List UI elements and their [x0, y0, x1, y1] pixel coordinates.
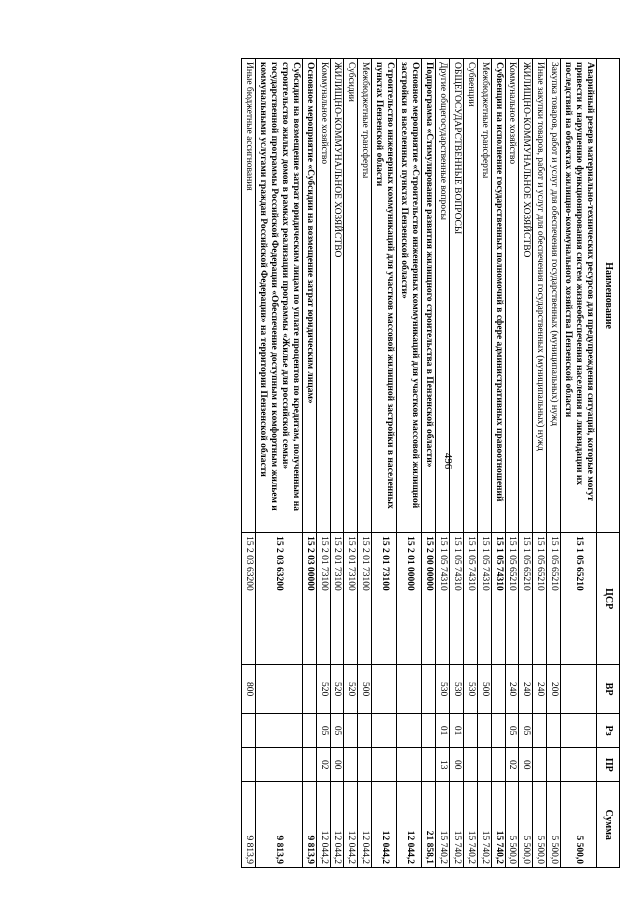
row-pr: 00 — [330, 748, 344, 782]
row-pr — [358, 748, 372, 782]
row-vr: 530 — [435, 665, 449, 714]
row-vr — [561, 665, 597, 714]
row-pr — [491, 748, 505, 782]
table-row — [435, 59, 449, 868]
row-sum: 12 044,2 — [372, 782, 397, 868]
row-pr — [372, 748, 397, 782]
row-name: Субсидии — [344, 59, 358, 533]
row-name: Аварийный резерв материально-технических ресурсов для предупреждения ситуаций, которые могут привести к нарушению функционирования систем жизнеобеспечения населения и ликвидации их последствий на объектах жилищно-коммунального хозяйства Пензенской области — [561, 59, 597, 533]
row-name: ОБЩЕГОСУДАРСТВЕННЫЕ ВОПРОСЫ — [449, 59, 463, 533]
row-csr: 15 1 05 74310 — [477, 533, 491, 665]
row-rz — [463, 714, 477, 748]
row-sum: 12 044,2 — [344, 782, 358, 868]
table-row — [316, 59, 330, 868]
row-pr — [422, 748, 436, 782]
header-csr: ЦСР — [597, 533, 620, 665]
row-name: ЖИЛИЩНО-КОММУНАЛЬНОЕ ХОЗЯЙСТВО — [519, 59, 533, 533]
row-sum: 15 740,2 — [435, 782, 449, 868]
row-rz — [358, 714, 372, 748]
row-vr: 520 — [344, 665, 358, 714]
row-csr: 15 1 05 74310 — [449, 533, 463, 665]
row-csr: 15 1 05 74310 — [435, 533, 449, 665]
row-pr — [256, 748, 303, 782]
row-vr: 240 — [519, 665, 533, 714]
row-vr: 520 — [330, 665, 344, 714]
table-row — [477, 59, 491, 868]
table-row — [449, 59, 463, 868]
table-row — [561, 59, 597, 868]
row-rz: 05 — [330, 714, 344, 748]
header-rz: Рз — [597, 714, 620, 748]
table-row — [397, 59, 422, 868]
row-vr — [256, 665, 303, 714]
row-csr: 15 2 03 00000 — [302, 533, 316, 665]
row-name: Иные бюджетные ассигнования — [242, 59, 256, 533]
row-name: Субвенции на исполнение государственных полномочий в сфере административных правоотношений — [491, 59, 505, 533]
row-vr: 500 — [477, 665, 491, 714]
row-sum: 12 044,2 — [330, 782, 344, 868]
row-rz — [422, 714, 436, 748]
row-name: Закупка товаров, работ и услуг для обеспечения государственных (муниципальных) нужд — [547, 59, 561, 533]
row-csr: 15 1 05 74310 — [491, 533, 505, 665]
table-row — [547, 59, 561, 868]
row-pr — [463, 748, 477, 782]
row-sum: 5 500,0 — [519, 782, 533, 868]
row-sum: 5 500,0 — [547, 782, 561, 868]
row-pr: 02 — [316, 748, 330, 782]
row-name: ЖИЛИЩНО-КОММУНАЛЬНОЕ ХОЗЯЙСТВО — [330, 59, 344, 533]
table-row — [372, 59, 397, 868]
row-csr: 15 2 03 63200 — [242, 533, 256, 665]
row-sum: 12 044,2 — [358, 782, 372, 868]
row-csr: 15 1 05 65210 — [561, 533, 597, 665]
row-pr — [533, 748, 547, 782]
row-rz — [344, 714, 358, 748]
row-rz — [242, 714, 256, 748]
row-sum: 9 813,9 — [302, 782, 316, 868]
row-vr: 240 — [533, 665, 547, 714]
row-csr: 15 2 01 73100 — [344, 533, 358, 665]
table-row — [344, 59, 358, 868]
row-rz — [533, 714, 547, 748]
row-sum: 12 044,2 — [316, 782, 330, 868]
row-csr: 15 2 01 73100 — [330, 533, 344, 665]
row-rz — [561, 714, 597, 748]
row-vr — [422, 665, 436, 714]
table-row — [463, 59, 477, 868]
row-csr: 15 2 01 00000 — [397, 533, 422, 665]
row-rz — [256, 714, 303, 748]
row-csr: 15 2 01 73100 — [316, 533, 330, 665]
row-name: Межбюджетные трансферты — [358, 59, 372, 533]
row-rz: 05 — [519, 714, 533, 748]
header-name: Наименование — [597, 59, 620, 533]
row-pr — [547, 748, 561, 782]
row-pr — [344, 748, 358, 782]
row-csr: 15 2 03 63200 — [256, 533, 303, 665]
row-sum: 9 813,9 — [256, 782, 303, 868]
row-rz — [491, 714, 505, 748]
row-pr: 13 — [435, 748, 449, 782]
row-pr: 00 — [449, 748, 463, 782]
row-sum: 15 740,2 — [477, 782, 491, 868]
table-row — [358, 59, 372, 868]
row-vr: 800 — [242, 665, 256, 714]
row-vr: 520 — [316, 665, 330, 714]
row-csr: 15 1 05 74310 — [463, 533, 477, 665]
row-sum: 15 740,2 — [491, 782, 505, 868]
row-vr — [372, 665, 397, 714]
row-vr — [397, 665, 422, 714]
table-row — [505, 59, 519, 868]
row-sum: 9 813,9 — [242, 782, 256, 868]
row-rz: 01 — [449, 714, 463, 748]
row-name: Другие общегосударственные вопросы — [435, 59, 449, 533]
row-rz — [547, 714, 561, 748]
table-row — [519, 59, 533, 868]
header-vr: ВР — [597, 665, 620, 714]
row-rz — [372, 714, 397, 748]
row-pr: 02 — [505, 748, 519, 782]
header-pr: ПР — [597, 748, 620, 782]
row-csr: 15 1 05 65210 — [547, 533, 561, 665]
row-name: Подпрограмма «Стимулирование развития жилищного строительства в Пензенской области» — [422, 59, 436, 533]
row-csr: 15 1 05 65210 — [519, 533, 533, 665]
table-body — [242, 59, 597, 868]
row-pr — [477, 748, 491, 782]
table-row — [256, 59, 303, 868]
row-rz — [397, 714, 422, 748]
row-sum: 5 500,0 — [533, 782, 547, 868]
row-vr: 530 — [463, 665, 477, 714]
row-vr: 240 — [505, 665, 519, 714]
row-vr — [302, 665, 316, 714]
row-rz: 01 — [435, 714, 449, 748]
table-row — [330, 59, 344, 868]
row-csr: 15 1 05 65210 — [533, 533, 547, 665]
table-row — [491, 59, 505, 868]
row-sum: 21 858,1 — [422, 782, 436, 868]
page-number: 496 — [442, 452, 454, 470]
row-pr — [397, 748, 422, 782]
row-pr — [242, 748, 256, 782]
row-name: Основное мероприятие «Субсидии на возмещение затрат юридическим лицам» — [302, 59, 316, 533]
row-rz: 05 — [316, 714, 330, 748]
header-sum: Сумма — [597, 782, 620, 868]
row-vr: 530 — [449, 665, 463, 714]
budget-table-container — [60, 58, 620, 868]
row-name: Основное мероприятие «Строительство инженерных коммуникаций для участков массовой жилищной застройки в населенных пунктах Пензенской области» — [397, 59, 422, 533]
row-sum: 12 044,2 — [397, 782, 422, 868]
table-row — [302, 59, 316, 868]
row-name: Субсидии на возмещение затрат юридическим лицам по уплате процентов по кредитам, полученным на строительство жилых домов в рамках реализации программы «Жилье для российской семьи» государственной программы Российской Федерации «Обеспечение доступным и комфортным жильем и коммунальными услугами граждан Российской Федерации» на территории Пензенской области — [256, 59, 303, 533]
row-csr: 15 2 00 00000 — [422, 533, 436, 665]
row-pr — [302, 748, 316, 782]
row-rz — [477, 714, 491, 748]
row-csr: 15 1 05 65210 — [505, 533, 519, 665]
row-sum: 5 500,0 — [561, 782, 597, 868]
row-name: Строительство инженерных коммуникаций для участков массовой жилищной застройки в населенных пунктах Пензенской области — [372, 59, 397, 533]
row-sum: 5 500,0 — [505, 782, 519, 868]
row-csr: 15 2 01 73100 — [358, 533, 372, 665]
table-row — [533, 59, 547, 868]
row-name: Межбюджетные трансферты — [477, 59, 491, 533]
row-rz — [302, 714, 316, 748]
row-name: Коммунальное хозяйство — [316, 59, 330, 533]
row-vr: 500 — [358, 665, 372, 714]
row-csr: 15 2 01 73100 — [372, 533, 397, 665]
table-header-row — [597, 59, 620, 868]
row-name: Иные закупки товаров, работ и услуг для обеспечения государственных (муниципальных) нужд — [533, 59, 547, 533]
table-row — [422, 59, 436, 868]
row-sum: 15 740,2 — [463, 782, 477, 868]
table-row — [242, 59, 256, 868]
row-sum: 15 740,2 — [449, 782, 463, 868]
row-pr — [561, 748, 597, 782]
row-rz: 05 — [505, 714, 519, 748]
row-vr — [491, 665, 505, 714]
budget-table — [241, 58, 620, 868]
row-name: Субвенции — [463, 59, 477, 533]
row-name: Коммунальное хозяйство — [505, 59, 519, 533]
row-pr: 00 — [519, 748, 533, 782]
row-vr: 200 — [547, 665, 561, 714]
